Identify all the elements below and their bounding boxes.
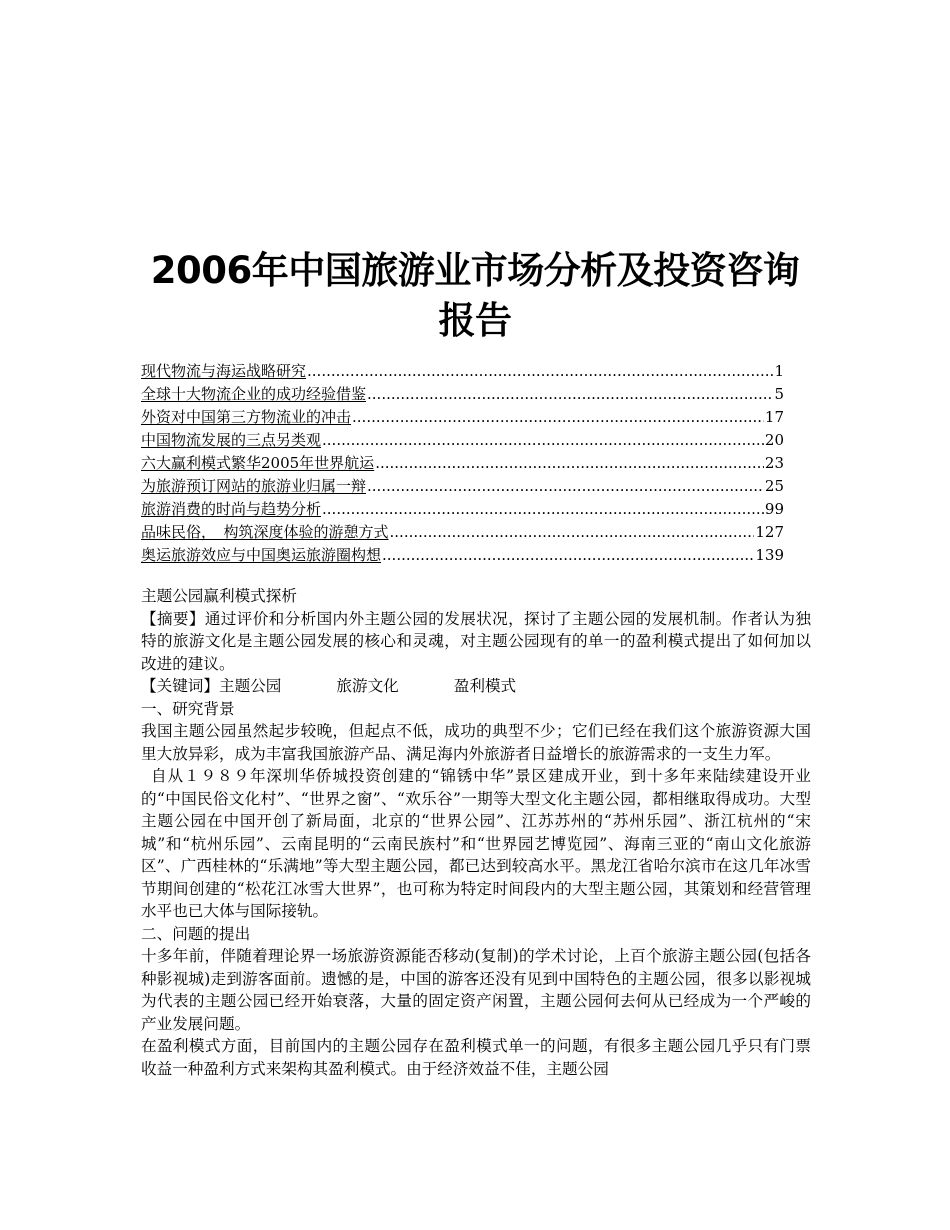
article-body — [141, 585, 811, 1080]
paragraph: 我国主题公园虽然起步较晚，但起点不低，成功的典型不少；它们已经在我们这个旅游资源大国里大放异彩，成为丰富我国旅游产品、满足海内外旅游者日益增长的旅游需求的一支生力军。 — [141, 722, 811, 763]
toc-leader-dots — [307, 360, 773, 383]
toc-entry-link[interactable]: 品味民俗， 构筑深度体验的游憩方式 — [141, 523, 389, 541]
toc-entry[interactable] — [141, 521, 784, 544]
section-heading: 一、研究背景 — [141, 699, 235, 718]
toc-entry-link[interactable]: 现代物流与海运战略研究 — [141, 362, 307, 380]
toc-page-number: 139 — [755, 546, 784, 564]
toc-page-number: 127 — [755, 523, 784, 541]
abstract-label: 【摘要】 — [141, 609, 205, 628]
toc-entry-link[interactable]: 为旅游预订网站的旅游业归属一辩 — [141, 477, 367, 495]
abstract-text: 通过评价和分析国内外主题公园的发展状况，探讨了主题公园的发展机制。作者认为独特的旅游文化是主题公园发展的核心和灵魂，对主题公园现有的单一的盈利模式提出了如何加以改进的建议。 — [141, 609, 811, 673]
toc-entry-link[interactable]: 六大赢利模式繁华2005年世界航运 — [141, 454, 375, 472]
toc-entry[interactable] — [141, 544, 784, 567]
toc-page-number: 20 — [764, 431, 784, 449]
abstract-paragraph — [141, 608, 811, 676]
toc-page-number: 17 — [764, 408, 784, 426]
toc-leader-dots — [367, 383, 773, 406]
table-of-contents — [141, 360, 784, 567]
toc-entry-link[interactable]: 旅游消费的时尚与趋势分析 — [141, 500, 322, 518]
toc-leader-dots — [390, 521, 755, 544]
paragraph: 十多年前，伴随着理论界一场旅游资源能否移动(复制)的学术讨论，上百个旅游主题公园(包括各种影视城)走到游客面前。遗憾的是，中国的游客还没有见到中国特色的主题公园，很多以影视城为代表的主题公园已经开始衰落，大量的固定资产闲置，主题公园何去何从已经成为一个严峻的产业发展问题。 — [141, 947, 811, 1033]
toc-entry-link[interactable]: 全球十大物流企业的成功经验借鉴 — [141, 385, 367, 403]
toc-entry-link[interactable]: 外资对中国第三方物流业的冲击 — [141, 408, 352, 426]
toc-entry-link[interactable]: 中国物流发展的三点另类观 — [141, 431, 322, 449]
toc-page-number: 25 — [764, 477, 784, 495]
section-heading: 二、问题的提出 — [141, 924, 251, 943]
keywords-line — [141, 675, 811, 698]
toc-page-number: 1 — [774, 362, 784, 380]
toc-entry[interactable] — [141, 498, 784, 521]
toc-leader-dots — [322, 498, 764, 521]
toc-entry-link[interactable]: 奥运旅游效应与中国奥运旅游圈构想 — [141, 546, 382, 564]
toc-leader-dots — [382, 544, 754, 567]
toc-page-number: 23 — [764, 454, 784, 472]
toc-leader-dots — [352, 406, 764, 429]
article-heading: 主题公园赢利模式探析 — [141, 587, 297, 605]
toc-entry[interactable] — [141, 383, 784, 406]
toc-entry[interactable] — [141, 360, 784, 383]
toc-page-number: 5 — [774, 385, 784, 403]
keywords-label: 【关键词】 — [141, 677, 219, 695]
toc-leader-dots — [367, 475, 764, 498]
toc-entry[interactable] — [141, 429, 784, 452]
keyword: 盈利模式 — [453, 677, 517, 695]
toc-page-number: 99 — [764, 500, 784, 518]
toc-leader-dots — [375, 452, 764, 475]
document-title: 2006年中国旅游业市场分析及投资咨询报告 — [150, 249, 800, 342]
keyword: 主题公园 — [218, 677, 282, 695]
toc-entry[interactable] — [141, 406, 784, 429]
paragraph: 自从１９８９年深圳华侨城投资创建的“锦锈中华”景区建成开业，到十多年来陆续建设开业的“中国民俗文化村”、“世界之窗”、“欢乐谷”一期等大型文化主题公园，都相继取得成功。大型主题公园在中国开创了新局面，北京的“世界公园”、江苏苏州的“苏州乐园”、浙江杭州的“宋城”和“杭州乐园”、云南昆明的“云南民族村”和“世界园艺博览园”、海南三亚的“南山文化旅游区”、广西桂林的“乐满地”等大型主题公园，都已达到较高水平。黑龙江省哈尔滨市在这几年冰雪节期间创建的“松花江冰雪大世界”，也可称为特定时间段内的大型主题公园，其策划和经营管理水平也已大体与国际接轨。 — [141, 767, 811, 920]
toc-leader-dots — [322, 429, 764, 452]
toc-entry[interactable] — [141, 475, 784, 498]
paragraph: 在盈利模式方面，目前国内的主题公园存在盈利模式单一的问题，有很多主题公园几乎只有门票收益一种盈利方式来架构其盈利模式。由于经济效益不佳，主题公园 — [141, 1037, 811, 1078]
keyword: 旅游文化 — [336, 677, 399, 695]
toc-entry[interactable] — [141, 452, 784, 475]
